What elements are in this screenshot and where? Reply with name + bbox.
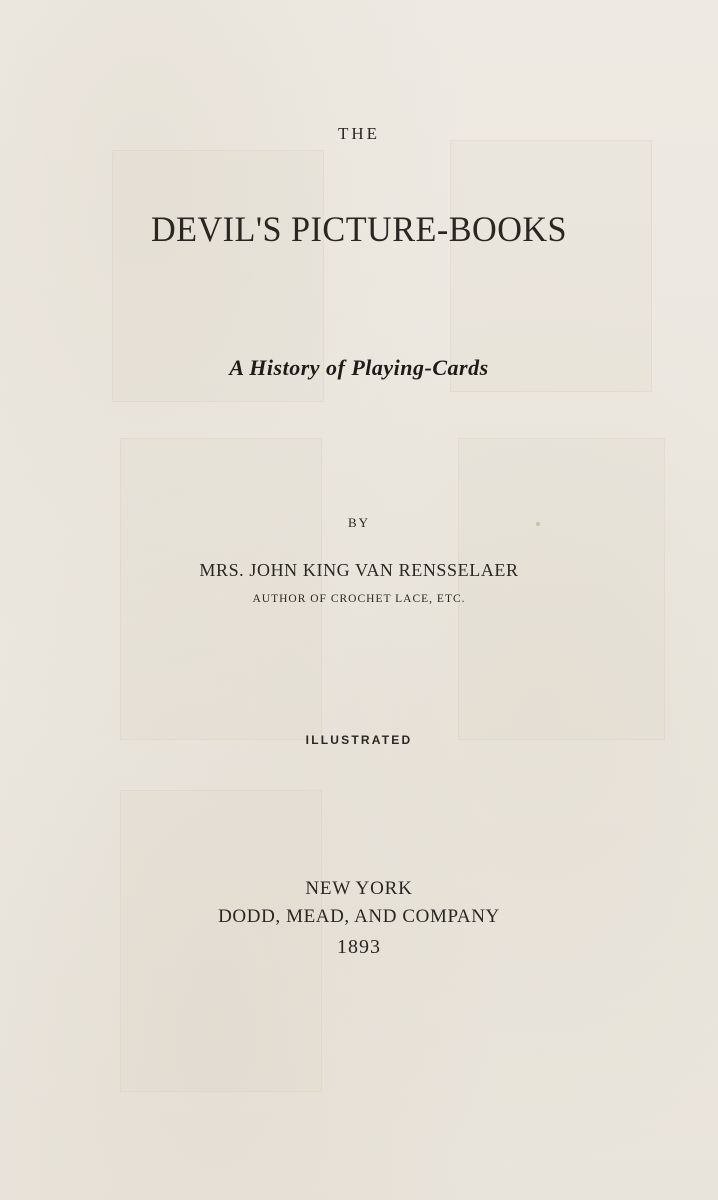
illustrated-note: ILLUSTRATED	[305, 733, 413, 747]
pre-title: THE	[337, 124, 381, 143]
book-title: DEVIL'S PICTURE-BOOKS	[150, 209, 568, 249]
imprint-year: 1893	[337, 936, 381, 958]
author-name: MRS. JOHN KING VAN RENSSELAER	[199, 560, 519, 580]
show-through-plate	[458, 438, 665, 740]
book-subtitle: A History of Playing-Cards	[229, 355, 489, 380]
imprint-publisher: DODD, MEAD, AND COMPANY	[218, 906, 500, 927]
show-through-plate	[120, 438, 322, 740]
by-label: BY	[347, 515, 371, 530]
author-credit: AUTHOR OF CROCHET LACE, ETC.	[252, 593, 466, 605]
imprint-city: NEW YORK	[305, 878, 413, 899]
